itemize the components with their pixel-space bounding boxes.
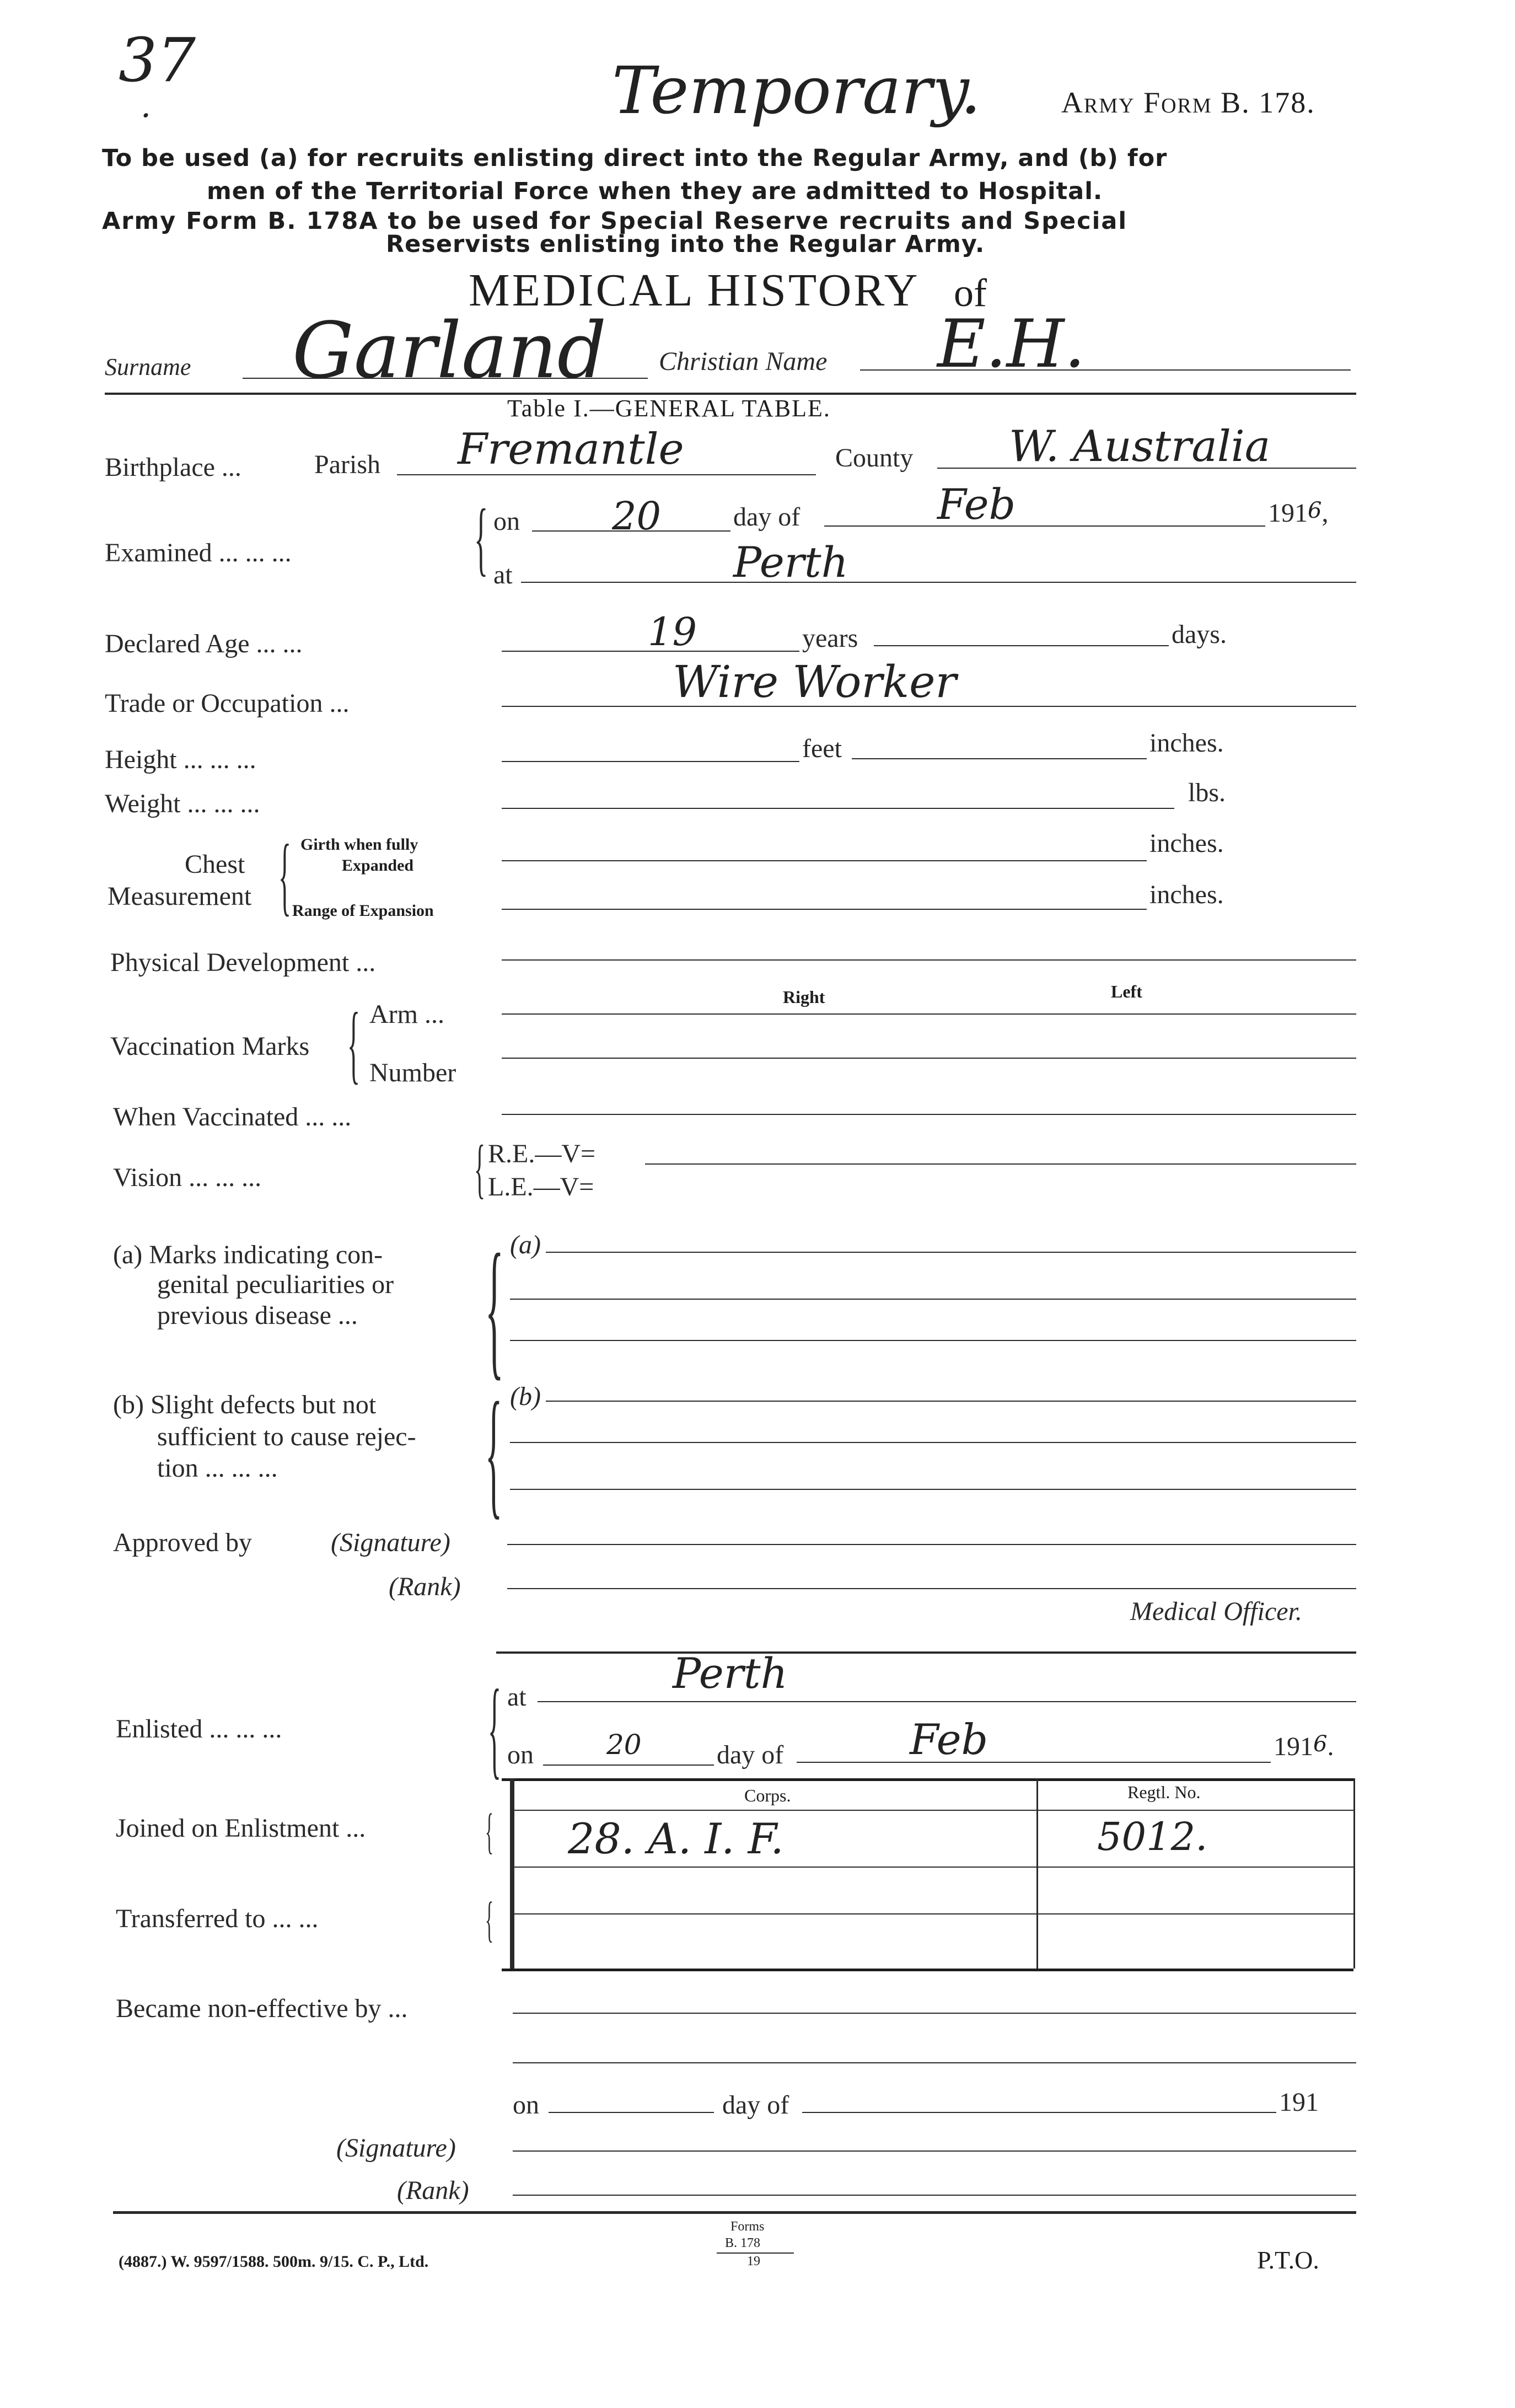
occupation-label: Trade or Occupation ... xyxy=(105,689,350,718)
approved-label: Approved by xyxy=(113,1528,252,1557)
forms-number-1: B. 178 xyxy=(725,2236,761,2250)
enlisted-month-value: Feb xyxy=(910,1715,988,1764)
defects-b-line1: (b) Slight defects but not xyxy=(113,1390,377,1419)
birthplace-label: Birthplace ... xyxy=(105,453,241,482)
vaccination-arm-label: Arm ... xyxy=(369,1000,444,1029)
defects-b-line-1 xyxy=(546,1401,1356,1402)
approved-rank-line xyxy=(507,1588,1356,1589)
corps-table-left-bar xyxy=(510,1778,514,1969)
marks-a-brace: { xyxy=(485,1222,504,1393)
enlisted-at-label: at xyxy=(507,1682,527,1712)
vision-le: L.E.—V= xyxy=(488,1172,594,1202)
corps-table-right xyxy=(1353,1778,1355,1969)
corps-row-line-1 xyxy=(510,1867,1353,1868)
chest-girth-label-2: Expanded xyxy=(342,856,414,875)
non-effective-on-label: on xyxy=(513,2090,539,2120)
enlisted-brace: { xyxy=(488,1667,501,1789)
non-effective-signature-line xyxy=(513,2150,1356,2152)
enlisted-at-value: Perth xyxy=(673,1649,788,1698)
enlisted-label: Enlisted ... ... ... xyxy=(116,1714,282,1744)
corner-mark: · xyxy=(141,96,152,135)
examined-label: Examined ... ... ... xyxy=(105,538,292,567)
instructions-line1: To be used (a) for recruits enlisting direct into the Regular Army, and (b) for xyxy=(102,144,1168,172)
parish-label: Parish xyxy=(314,450,380,479)
occupation-value: Wire Worker xyxy=(673,656,957,707)
age-years-label: years xyxy=(802,624,858,653)
non-effective-day-line xyxy=(549,2112,714,2113)
height-label: Height ... ... ... xyxy=(105,745,256,774)
transferred-label: Transferred to ... ... xyxy=(116,1904,319,1933)
vaccination-right-label: Right xyxy=(783,987,825,1007)
vision-label: Vision ... ... ... xyxy=(113,1163,262,1192)
instructions-line3: Army Form B. 178A to be used for Special Reserve recruits and Special xyxy=(102,207,1128,235)
when-vaccinated-line xyxy=(502,1114,1356,1115)
enlisted-year: $191^6$. xyxy=(1274,1731,1334,1761)
examined-at-label: at xyxy=(493,560,513,589)
corps-table xyxy=(502,1778,1353,1971)
enlisted-day-of-label: day of xyxy=(717,1740,784,1769)
weight-lbs-label: lbs. xyxy=(1188,778,1226,807)
chest-brace: { xyxy=(278,826,292,924)
vision-re: R.E.—V= xyxy=(488,1139,596,1168)
examined-on-label: on xyxy=(493,507,520,536)
vaccination-brace: { xyxy=(347,994,361,1092)
approved-rank-label: (Rank) xyxy=(389,1572,461,1601)
parish-line xyxy=(397,474,816,475)
marks-a-line2: genital peculiarities or xyxy=(157,1270,394,1299)
county-value: W. Australia xyxy=(1009,422,1271,471)
age-days-line xyxy=(874,645,1169,646)
physical-development-line xyxy=(502,959,1356,961)
marks-a-tag: (a) xyxy=(510,1230,541,1259)
vaccination-label: Vaccination Marks xyxy=(110,1032,310,1061)
weight-label: Weight ... ... ... xyxy=(105,789,260,818)
defects-b-brace: { xyxy=(485,1373,503,1532)
examined-month-line xyxy=(824,525,1265,527)
enlisted-on-label: on xyxy=(507,1740,534,1769)
approved-signature-label: (Signature) xyxy=(331,1528,450,1557)
enlisted-day-value: 20 xyxy=(606,1729,642,1761)
christian-name-value: E.H. xyxy=(937,306,1086,383)
county-label: County xyxy=(835,443,914,473)
height-inches-line xyxy=(852,758,1147,759)
chest-range-label: Range of Expansion xyxy=(292,902,434,920)
marks-a-line1: (a) Marks indicating con- xyxy=(113,1240,383,1269)
non-effective-signature-label: (Signature) xyxy=(336,2133,456,2163)
non-effective-day-of-label: day of xyxy=(722,2090,789,2120)
marks-a-line3: previous disease ... xyxy=(157,1301,358,1330)
examined-year: $191^6$, xyxy=(1268,498,1329,528)
instructions-line4: Reservists enlisting into the Regular Army. xyxy=(386,230,985,258)
corner-number: 37 xyxy=(119,25,196,95)
marks-a-line-3 xyxy=(510,1340,1356,1341)
non-effective-rank-label: (Rank) xyxy=(397,2176,469,2205)
vaccination-number-line xyxy=(502,1058,1356,1059)
approved-signature-line xyxy=(507,1544,1356,1545)
vision-line xyxy=(645,1163,1356,1165)
chest-range-inches-label: inches. xyxy=(1149,880,1224,909)
defects-b-line-3 xyxy=(510,1489,1356,1490)
age-years-value: 19 xyxy=(648,609,697,655)
chest-range-line xyxy=(502,909,1147,910)
chest-girth-inches-label: inches. xyxy=(1149,829,1224,858)
defects-b-line2: sufficient to cause rejec- xyxy=(157,1422,416,1451)
chest-girth-label-1: Girth when fully xyxy=(300,835,418,854)
defects-b-tag: (b) xyxy=(510,1382,541,1411)
transferred-brace: { xyxy=(485,1892,494,1947)
regtl-no-value: 5012. xyxy=(1097,1814,1208,1859)
physical-development-label: Physical Development ... xyxy=(110,948,376,977)
defects-b-line3: tion ... ... ... xyxy=(157,1454,278,1483)
non-effective-line-2 xyxy=(513,2062,1356,2063)
christian-name-label: Christian Name xyxy=(659,347,828,376)
examined-at-value: Perth xyxy=(733,538,848,587)
declared-age-label: Declared Age ... ... xyxy=(105,629,303,658)
regtl-no-header: Regtl. No. xyxy=(1127,1782,1201,1802)
enlisted-day-line xyxy=(543,1765,714,1766)
form-id: Army Form B. 178. xyxy=(1061,86,1315,119)
corps-table-header-rule xyxy=(510,1810,1353,1811)
medical-officer-label: Medical Officer. xyxy=(1130,1597,1302,1626)
height-inches-label: inches. xyxy=(1149,728,1224,758)
corps-row-line-2 xyxy=(510,1913,1353,1914)
examined-brace: { xyxy=(474,492,488,584)
examined-day-of-label: day of xyxy=(733,502,801,532)
forms-rule xyxy=(717,2253,794,2254)
surname-label: Surname xyxy=(105,353,191,380)
corps-header: Corps. xyxy=(744,1785,791,1805)
chest-label-2: Measurement xyxy=(108,882,252,911)
non-effective-year-label: 191 xyxy=(1279,2088,1319,2117)
parish-value: Fremantle xyxy=(458,425,684,474)
joined-label: Joined on Enlistment ... xyxy=(116,1814,366,1843)
defects-b-line-2 xyxy=(510,1442,1356,1443)
when-vaccinated-label: When Vaccinated ... ... xyxy=(113,1102,352,1131)
non-effective-month-line xyxy=(802,2112,1276,2113)
corps-value: 28. A. I. F. xyxy=(568,1814,784,1863)
instructions-line2: men of the Territorial Force when they are admitted to Hospital. xyxy=(207,178,1103,205)
corps-table-divider xyxy=(1036,1778,1038,1969)
examined-at-line xyxy=(521,582,1356,583)
marks-a-line-2 xyxy=(510,1299,1356,1300)
title-of: of xyxy=(954,271,987,315)
vaccination-number-label: Number xyxy=(369,1058,456,1087)
enlisted-at-line xyxy=(538,1701,1356,1702)
forms-label: Forms xyxy=(730,2219,765,2234)
enlisted-month-line xyxy=(797,1762,1271,1763)
chest-girth-line xyxy=(502,860,1147,861)
joined-brace: { xyxy=(485,1804,494,1859)
examined-day-value: 20 xyxy=(612,494,662,539)
vision-brace: { xyxy=(474,1131,486,1205)
examined-month-value: Feb xyxy=(937,480,1016,529)
christian-name-line xyxy=(860,369,1351,371)
non-effective-label: Became non-effective by ... xyxy=(116,1994,408,2023)
pto-label: P.T.O. xyxy=(1257,2246,1319,2274)
non-effective-line-1 xyxy=(513,2013,1356,2014)
chest-label-1: Chest xyxy=(185,850,245,879)
weight-line xyxy=(502,808,1174,809)
marks-a-line-1 xyxy=(546,1252,1356,1253)
table-title: Table I.—GENERAL TABLE. xyxy=(507,395,831,422)
non-effective-rank-line xyxy=(513,2195,1356,2196)
document-title: MEDICAL HISTORY xyxy=(469,265,920,316)
vaccination-left-label: Left xyxy=(1111,982,1142,1001)
surname-value: Garland xyxy=(292,306,607,396)
approved-rule xyxy=(496,1651,1356,1654)
vaccination-arm-line xyxy=(502,1013,1356,1015)
footer-rule xyxy=(113,2211,1356,2214)
height-feet-label: feet xyxy=(802,734,842,763)
handwritten-heading: Temporary. xyxy=(612,52,981,128)
forms-number-2: 19 xyxy=(747,2254,760,2268)
print-info: (4887.) W. 9597/1588. 500m. 9/15. C. P., Ltd. xyxy=(119,2253,429,2271)
height-feet-line xyxy=(502,761,799,762)
age-days-label: days. xyxy=(1172,620,1227,649)
